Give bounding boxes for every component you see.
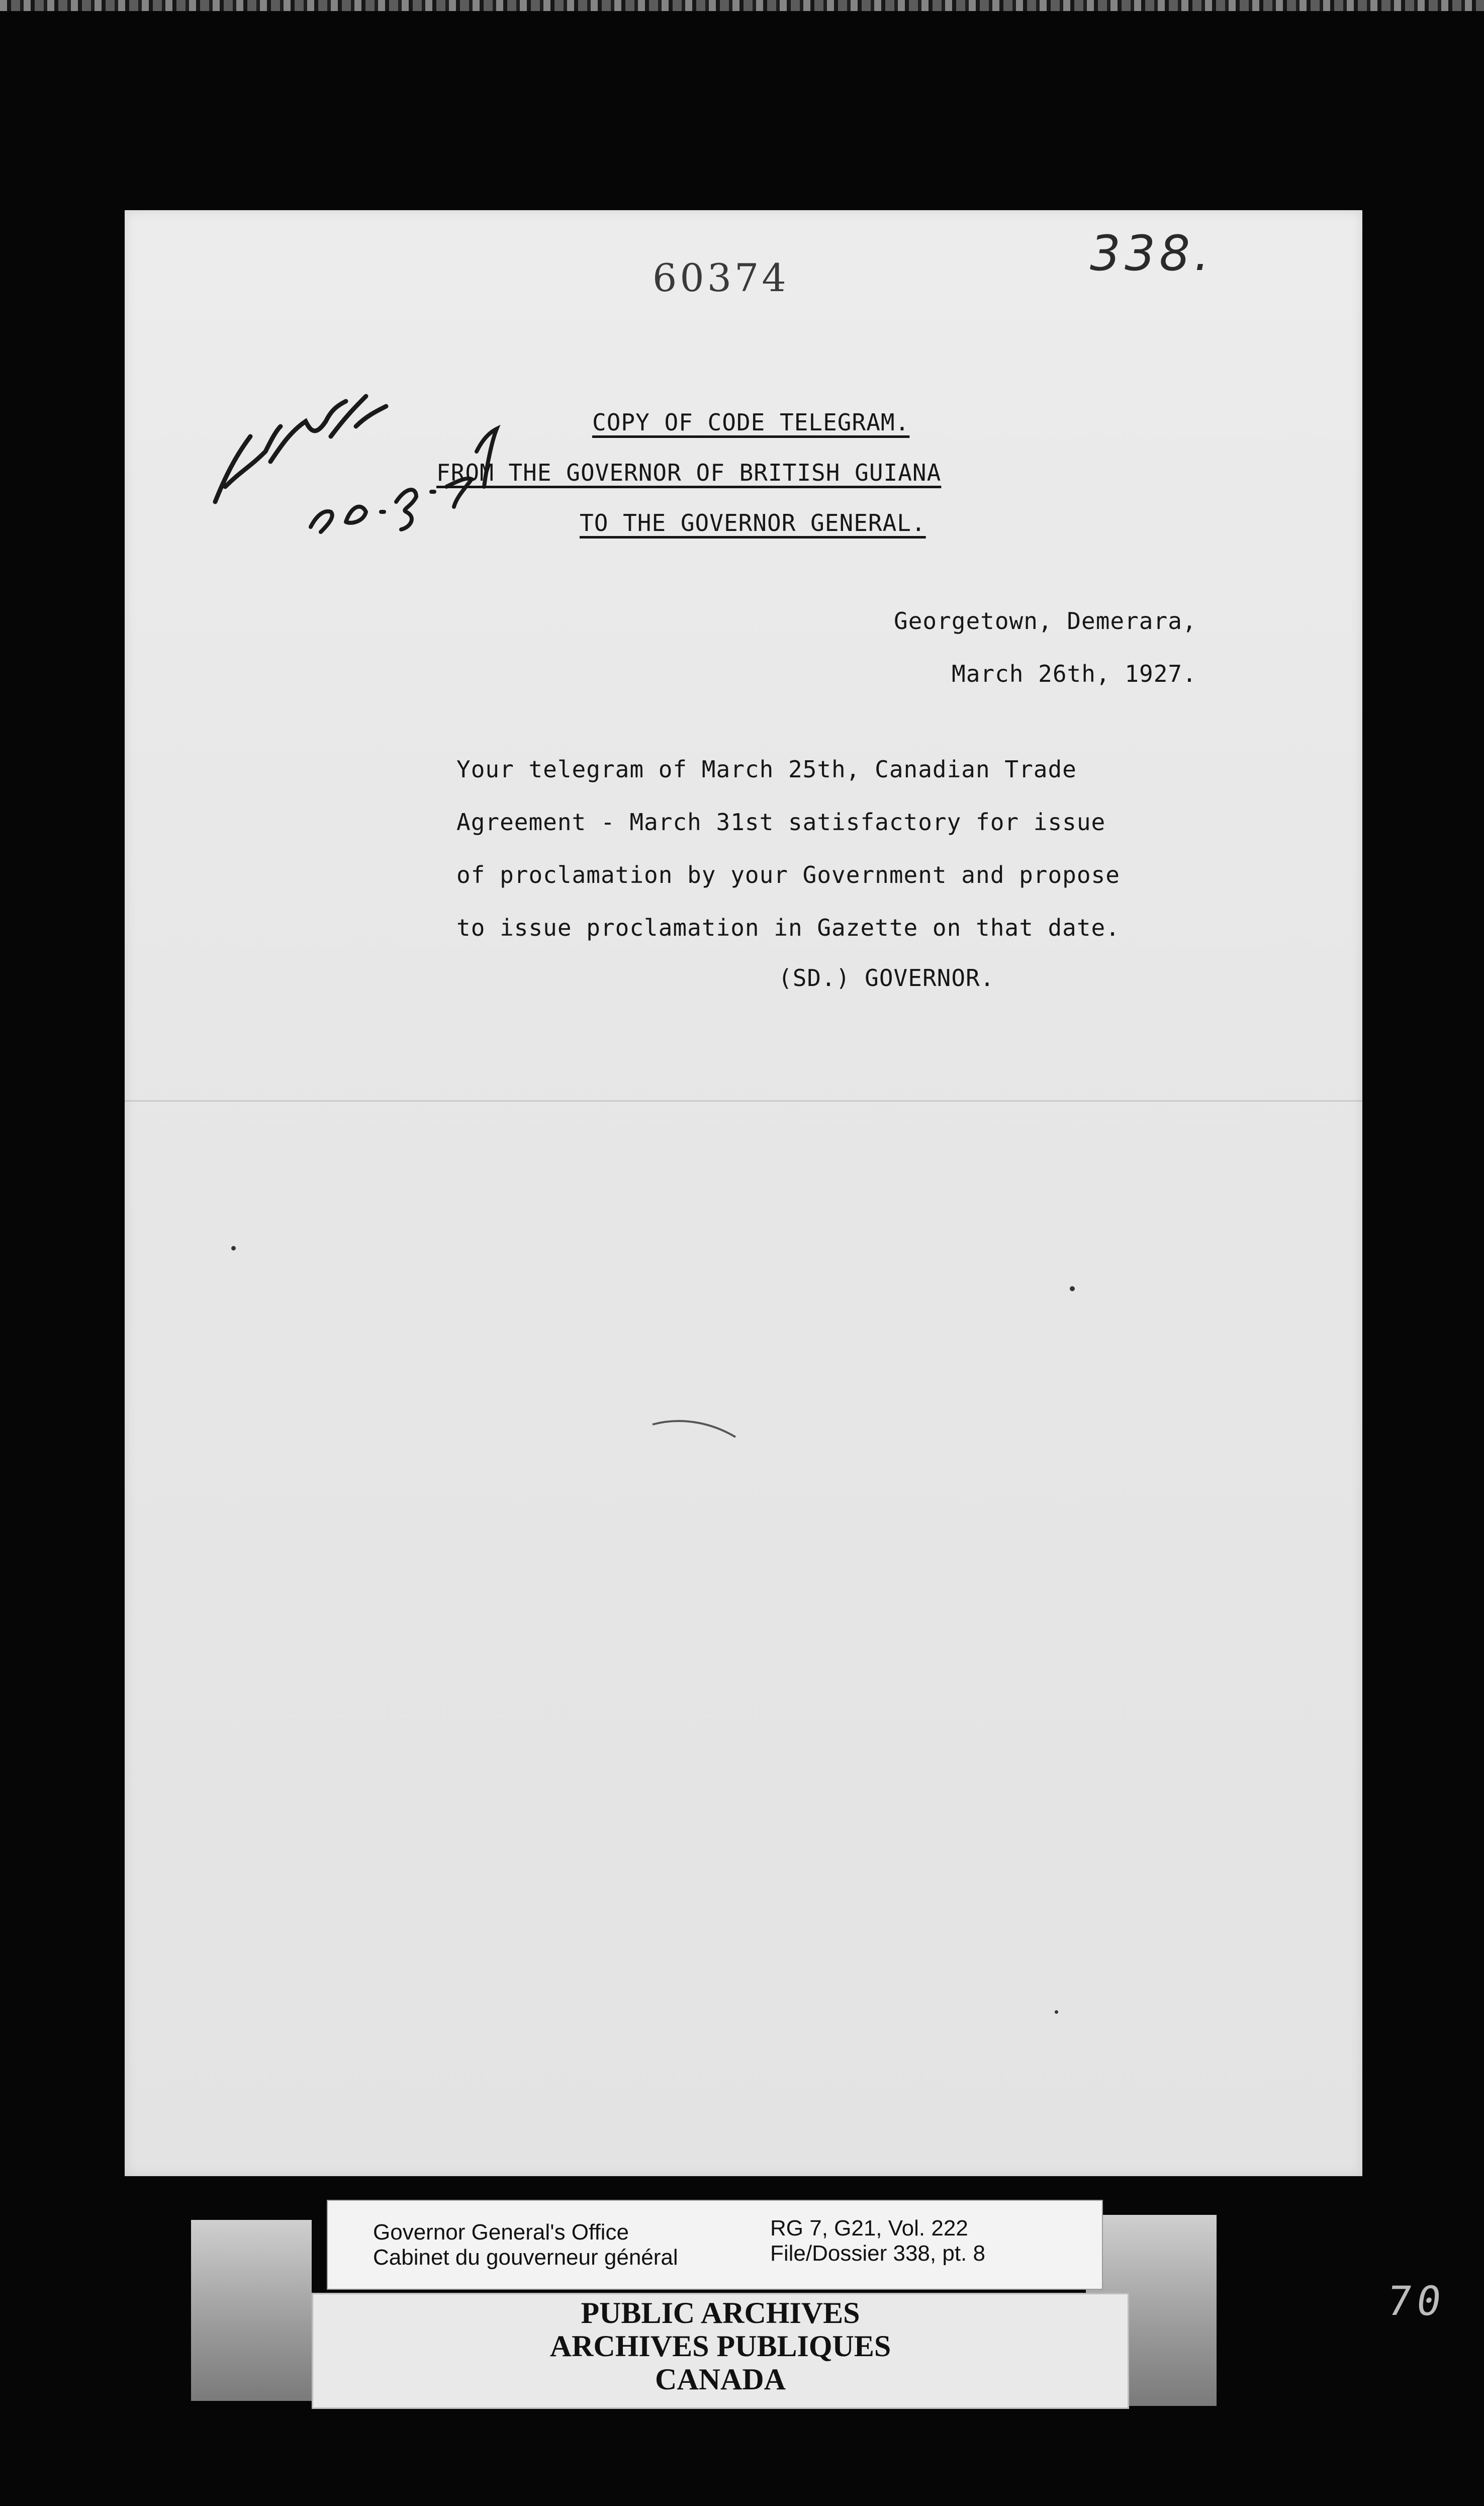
public-archives-stamp — [312, 2293, 1129, 2409]
heading-line-2: FROM THE GOVERNOR OF BRITISH GUIANA — [436, 459, 942, 486]
folio-number: 338. — [1090, 225, 1214, 282]
reference-label — [327, 2200, 1103, 2290]
body-line: Agreement - March 31st satisfactory for issue — [456, 809, 1106, 836]
body-line: to issue proclamation in Gazette on that date. — [456, 914, 1120, 941]
date-line: March 26th, 1927. — [952, 660, 1197, 687]
dust-speck — [1070, 1286, 1075, 1291]
pencil-mark — [650, 1414, 740, 1445]
body-line: of proclamation by your Government and propose — [456, 861, 1120, 888]
dust-speck — [1055, 2010, 1058, 2014]
file-number-stamp: 60374 — [653, 255, 789, 300]
fold-line — [125, 1100, 1362, 1102]
dust-speck — [231, 1246, 236, 1250]
place-line: Georgetown, Demerara, — [894, 607, 1197, 635]
document-page — [125, 210, 1362, 2176]
file-reference: File/Dossier 338, pt. 8 — [770, 2241, 985, 2266]
body-line: Your telegram of March 25th, Canadian Trade — [456, 756, 1077, 783]
film-clip-left — [191, 2220, 312, 2401]
archives-french: ARCHIVES PUBLIQUES — [549, 2330, 891, 2363]
archives-english: PUBLIC ARCHIVES — [581, 2296, 860, 2330]
office-french: Cabinet du gouverneur général — [373, 2245, 678, 2270]
office-column — [373, 2220, 678, 2270]
reference-column — [770, 2216, 985, 2266]
signature-line: (SD.) GOVERNOR. — [778, 964, 995, 992]
office-english: Governor General's Office — [373, 2220, 629, 2245]
archive-label-panel — [191, 2200, 1126, 2411]
handwritten-annotation — [195, 336, 507, 547]
heading-line-1: COPY OF CODE TELEGRAM. — [592, 409, 910, 436]
frame-number: 70 — [1384, 2278, 1449, 2324]
heading-line-3: TO THE GOVERNOR GENERAL. — [580, 509, 926, 536]
record-group: RG 7, G21, Vol. 222 — [770, 2216, 968, 2241]
archives-country: CANADA — [655, 2363, 786, 2396]
film-edge — [0, 0, 1484, 11]
